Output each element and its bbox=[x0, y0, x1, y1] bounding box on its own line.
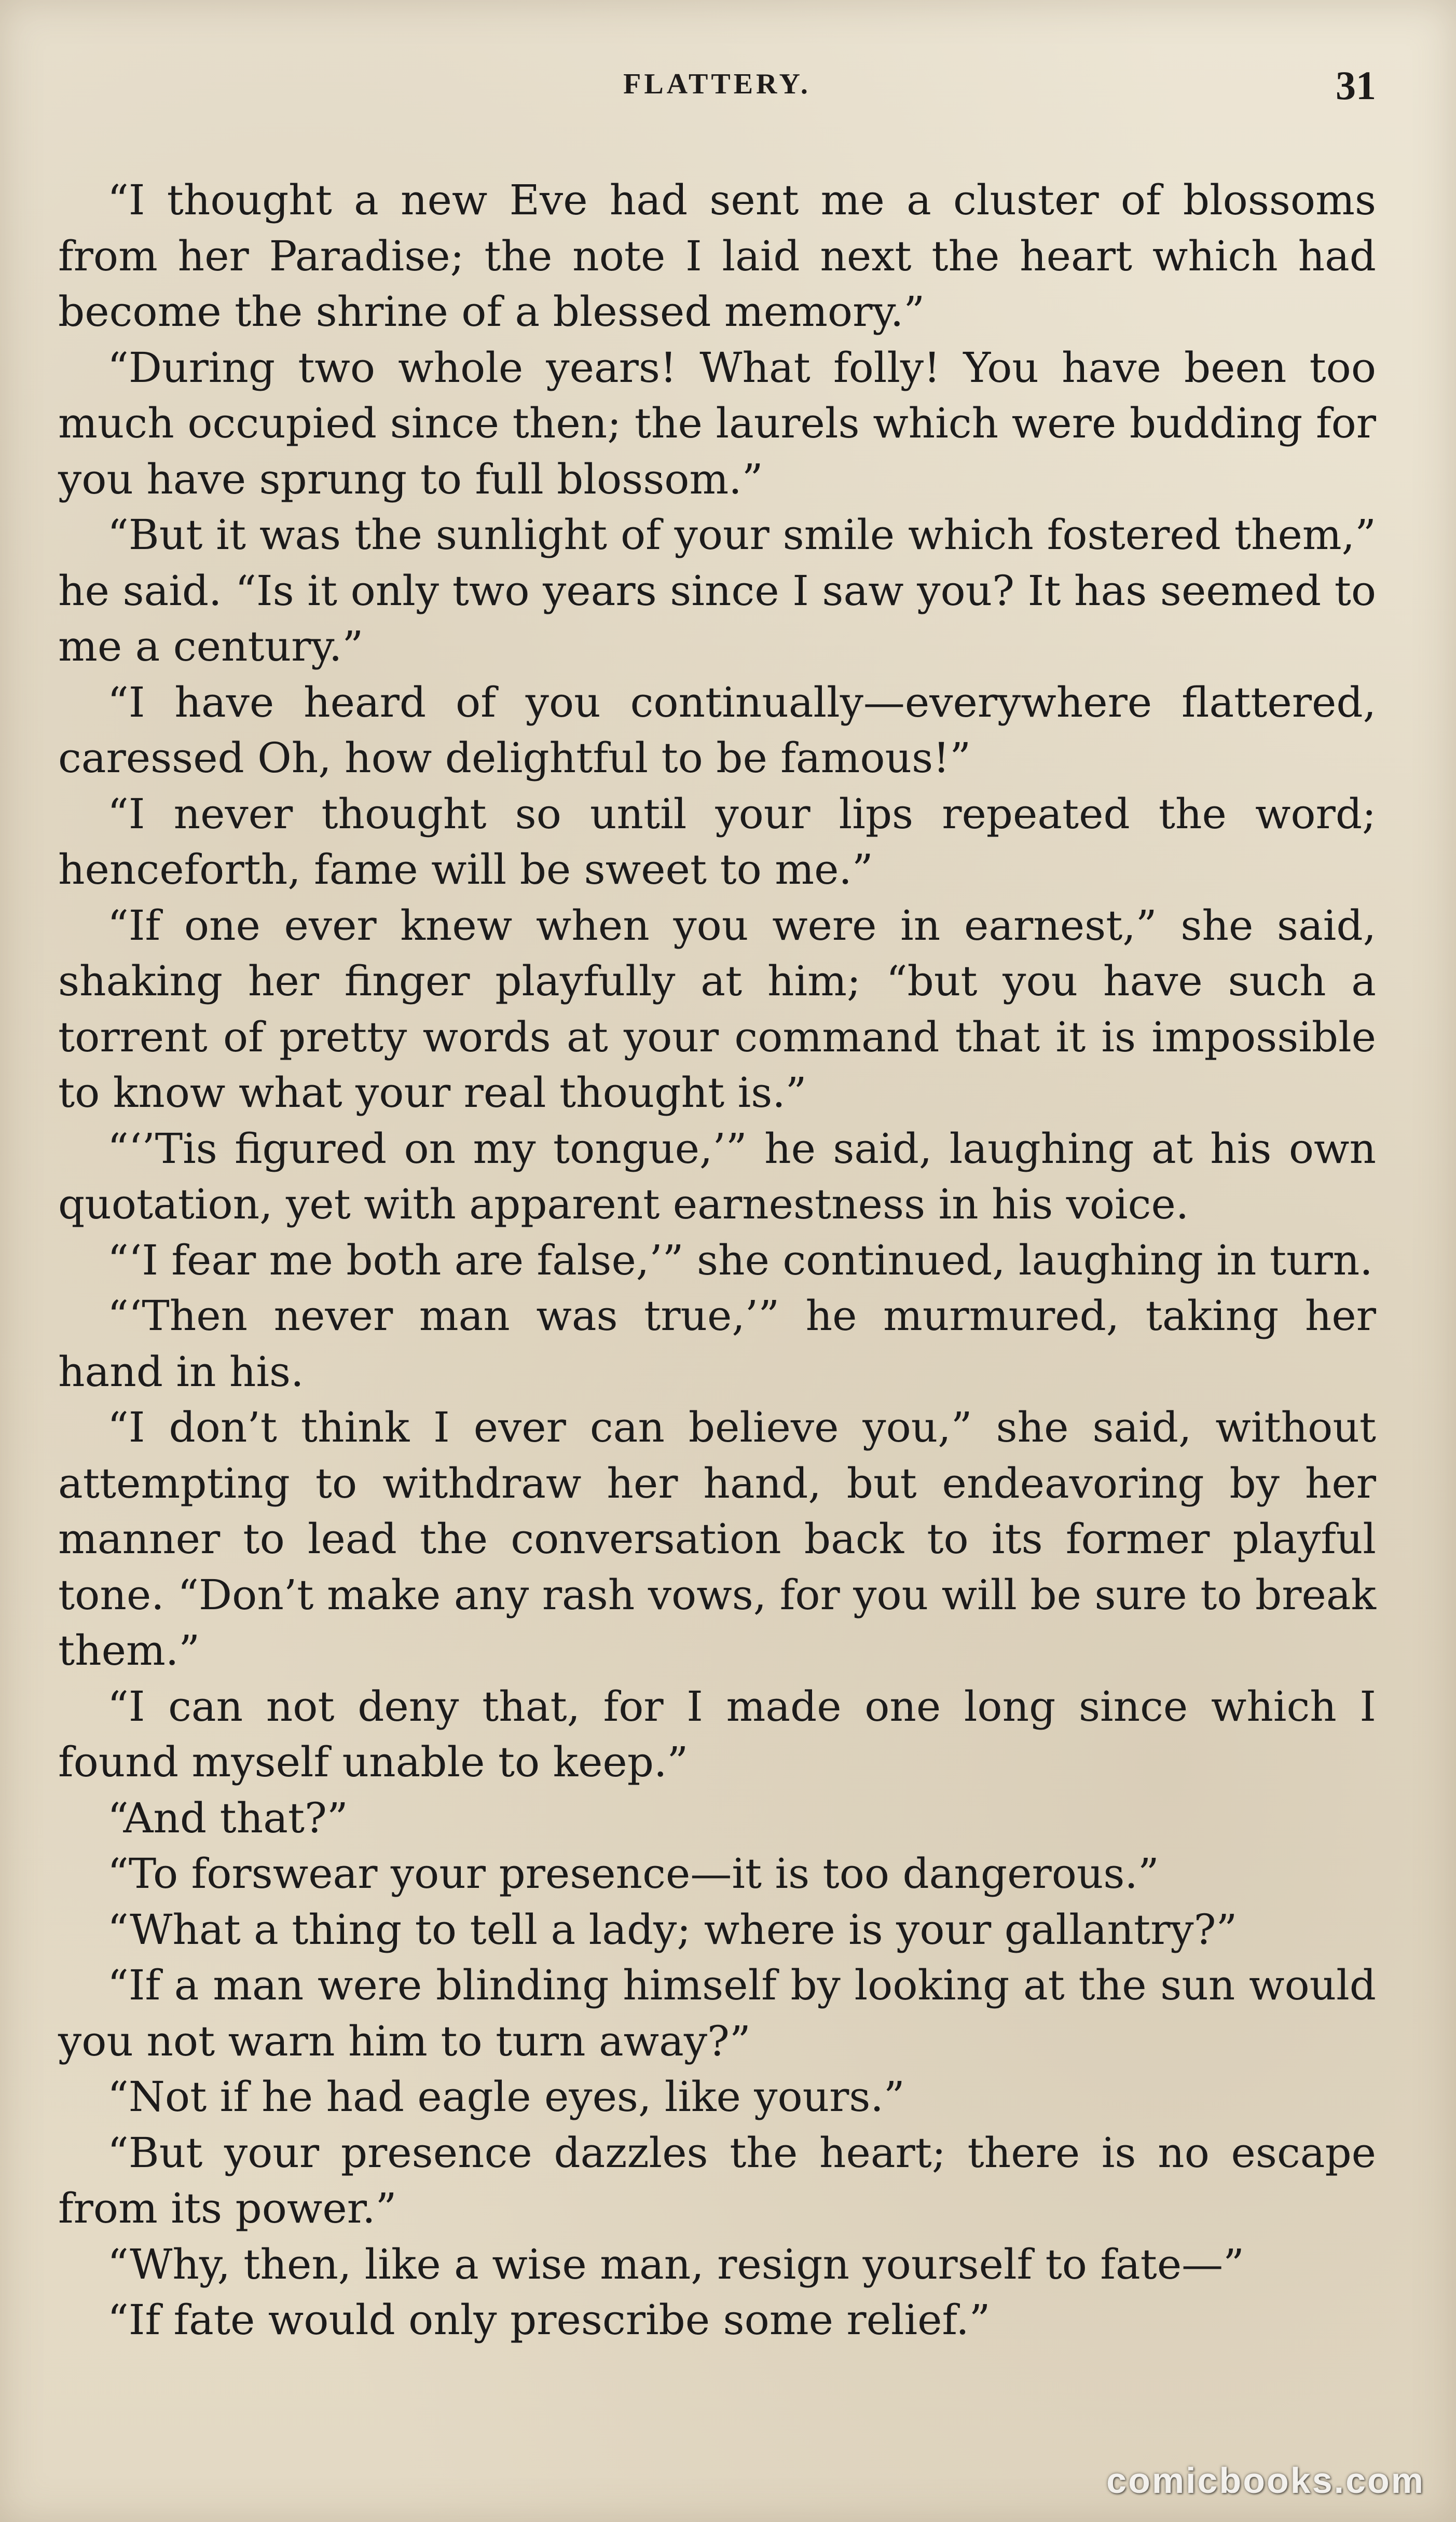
paragraph: “Why, then, like a wise man, resign yourself to fate—” bbox=[107, 2240, 1245, 2288]
paragraph: “‘Then never man was true,’” he murmured, taking her hand in his. bbox=[58, 1292, 1376, 1396]
paragraph: “But your presence dazzles the heart; there is no escape from its power.” bbox=[58, 2128, 1376, 2232]
paragraph: “I have heard of you continually—everywhere flattered, caressed Oh, how delightful to be famous!” bbox=[58, 678, 1376, 782]
paragraph: “What a thing to tell a lady; where is your gallantry?” bbox=[107, 1905, 1238, 1954]
body-text bbox=[58, 172, 1376, 2348]
paragraph: “‘’Tis figured on my tongue,’” he said, laughing at his own quotation, yet with apparent earnestness in his voice. bbox=[58, 1124, 1376, 1228]
paragraph: “‘I fear me both are false,’” she continued, laughing in turn. bbox=[107, 1236, 1373, 1284]
paragraph: “If a man were blinding himself by looking at the sun would you not warn him to turn away?” bbox=[58, 1961, 1376, 2065]
running-title: FLATTERY. bbox=[623, 68, 811, 100]
paragraph: “During two whole years! What folly! You have been too much occupied since then; the laurels which were budding for you have sprung to full blossom.” bbox=[58, 343, 1376, 503]
paragraph: “To forswear your presence—it is too dangerous.” bbox=[107, 1849, 1159, 1898]
paragraph: “Not if he had eagle eyes, like yours.” bbox=[107, 2073, 905, 2121]
paragraph: “But it was the sunlight of your smile which fostered them,” he said. “Is it only two years since I saw you? It has seemed to me a century.” bbox=[58, 511, 1376, 670]
paragraph: “And that?” bbox=[107, 1793, 348, 1842]
page-header bbox=[58, 63, 1376, 125]
paragraph: “I thought a new Eve had sent me a cluster of blossoms from her Paradise; the note I laid next the heart which had become the shrine of a blessed memory.” bbox=[58, 176, 1376, 336]
paragraph: “If fate would only prescribe some relief.” bbox=[107, 2296, 991, 2344]
paragraph: “I can not deny that, for I made one long since which I found myself unable to keep.” bbox=[58, 1682, 1376, 1786]
paragraph: “I never thought so until your lips repeated the word; henceforth, fame will be sweet to me.” bbox=[58, 789, 1376, 894]
watermark: comicbooks.com bbox=[1106, 2460, 1425, 2501]
paragraph: “If one ever knew when you were in earnest,” she said, shaking her finger playfully at him; “but you have such a torrent of pretty words at your command that it is impossible to know what your real thought is.” bbox=[58, 901, 1376, 1117]
page-number: 31 bbox=[1336, 63, 1376, 108]
paragraph: “I don’t think I ever can believe you,” she said, without attempting to withdraw her hand, but endeavoring by her manner to lead the conversation back to its former playful tone. “Don’t make any rash vows, for you will be sure to break them.” bbox=[58, 1403, 1376, 1675]
